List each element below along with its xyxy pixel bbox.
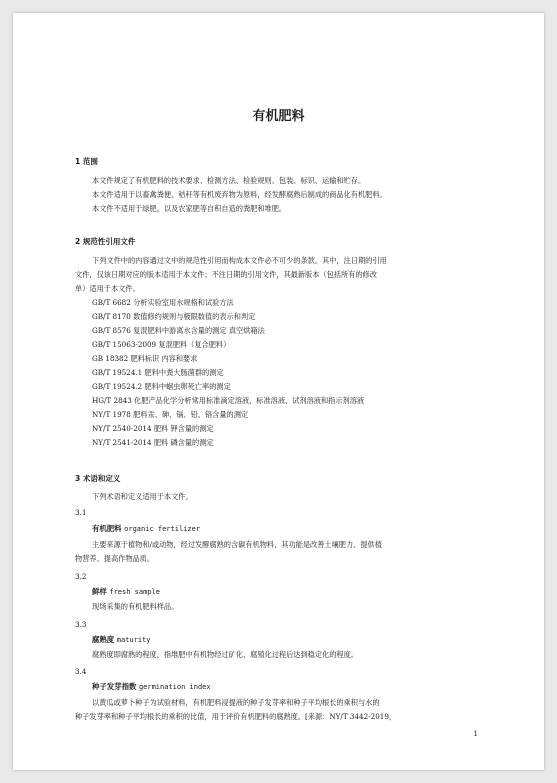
document-page [13,13,544,770]
term-definition: 主要来源于植物和/或动物，经过发酵腐熟的含碳有机物料，其功能是改善土壤肥力、提供植 [92,540,382,549]
term-en: organic fertilizer [124,525,201,533]
term-number: 3.2 [75,572,87,581]
paragraph: 单）适用于本文件。 [75,284,140,293]
reference-item: GB/T 15063-2009 复混肥料（复合肥料） [92,340,231,349]
term-title [92,680,211,695]
term-number: 3.1 [75,508,87,517]
term-title [92,522,200,537]
term-en: maturity [116,636,151,644]
section-heading-normative-references: 2 规范性引用文件 [75,237,136,246]
term-cn: 鲜样 [92,587,107,596]
term-definition: 以黄瓜或萝卜种子为试验材料，有机肥料浸提液的种子发芽率和种子平均根长的乘积与水的 [92,698,380,707]
reference-item: GB 18382 肥料标识 内容和要求 [92,354,198,363]
reference-item: GB/T 8170 数值修约规则与极限数值的表示和判定 [92,312,256,321]
reference-item: GB/T 6682 分析实验室用水规格和试验方法 [92,298,234,307]
term-definition: 物营养、提高作物品质。 [75,554,155,563]
term-cn: 种子发芽指数 [92,682,137,691]
reference-item: GB/T 19524.2 肥料中蛔虫卵死亡率的测定 [92,382,231,391]
term-cn: 腐熟度 [92,635,115,644]
paragraph: 下列文件中的内容通过文中的规范性引用而构成本文件必不可少的条款。其中，注日期的引用 [92,256,387,265]
paragraph: 本文件不适用于绿肥，以及农家肥等自积自造的粪肥和堆肥。 [92,204,287,213]
term-title [92,633,150,648]
page-number: 1 [473,730,478,738]
term-definition: 现场采集的有机肥料样品。 [92,602,179,611]
term-number: 3.4 [75,667,87,676]
reference-item: GB/T 8576 复混肥料中游离水含量的测定 真空烘箱法 [92,326,265,335]
reference-item: NY/T 2540-2014 肥料 钾含量的测定 [92,424,214,433]
reference-item: NY/T 2541-2014 肥料 磷含量的测定 [92,438,214,447]
reference-item: GB/T 19524.1 肥料中粪大肠菌群的测定 [92,368,224,377]
term-definition: 腐熟度即腐熟的程度，指堆肥中有机物经过矿化、腐殖化过程后达到稳定化的程度。 [92,650,358,659]
term-definition: 种子发芽率和种子平均根长的乘积的比值，用于评价有机肥料的腐熟度。[来源：NY/T 3442-2019， [75,712,397,721]
reference-item: HG/T 2843 化肥产品化学分析常用标准滴定溶液、标准溶液、试剂溶液和指示剂溶液 [92,396,365,405]
paragraph: 本文件适用于以畜禽粪便、秸秆等有机废弃物为原料，经发酵腐熟后制成的商品化有机肥料。 [92,190,387,199]
term-number: 3.3 [75,620,87,629]
term-cn: 有机肥料 [92,524,122,533]
paragraph: 下列术语和定义适用于本文件。 [92,492,193,501]
term-en: germination index [138,683,211,691]
section-heading-terms-and-definitions: 3 术语和定义 [75,474,121,483]
section-heading-scope: 1 范围 [75,157,98,166]
term-en: fresh sample [109,588,160,596]
reference-item: NY/T 1978 肥料汞、砷、镉、铅、铬含量的测定 [92,410,249,419]
document-title: 有机肥料 [252,109,305,124]
term-title [92,585,160,600]
paragraph: 文件，仅该日期对应的版本适用于本文件；不注日期的引用文件，其最新版本（包括所有的修改 [75,270,377,279]
paragraph: 本文件规定了有机肥料的技术要求、检测方法、检验规则、包装、标识、运输和贮存。 [92,176,366,185]
